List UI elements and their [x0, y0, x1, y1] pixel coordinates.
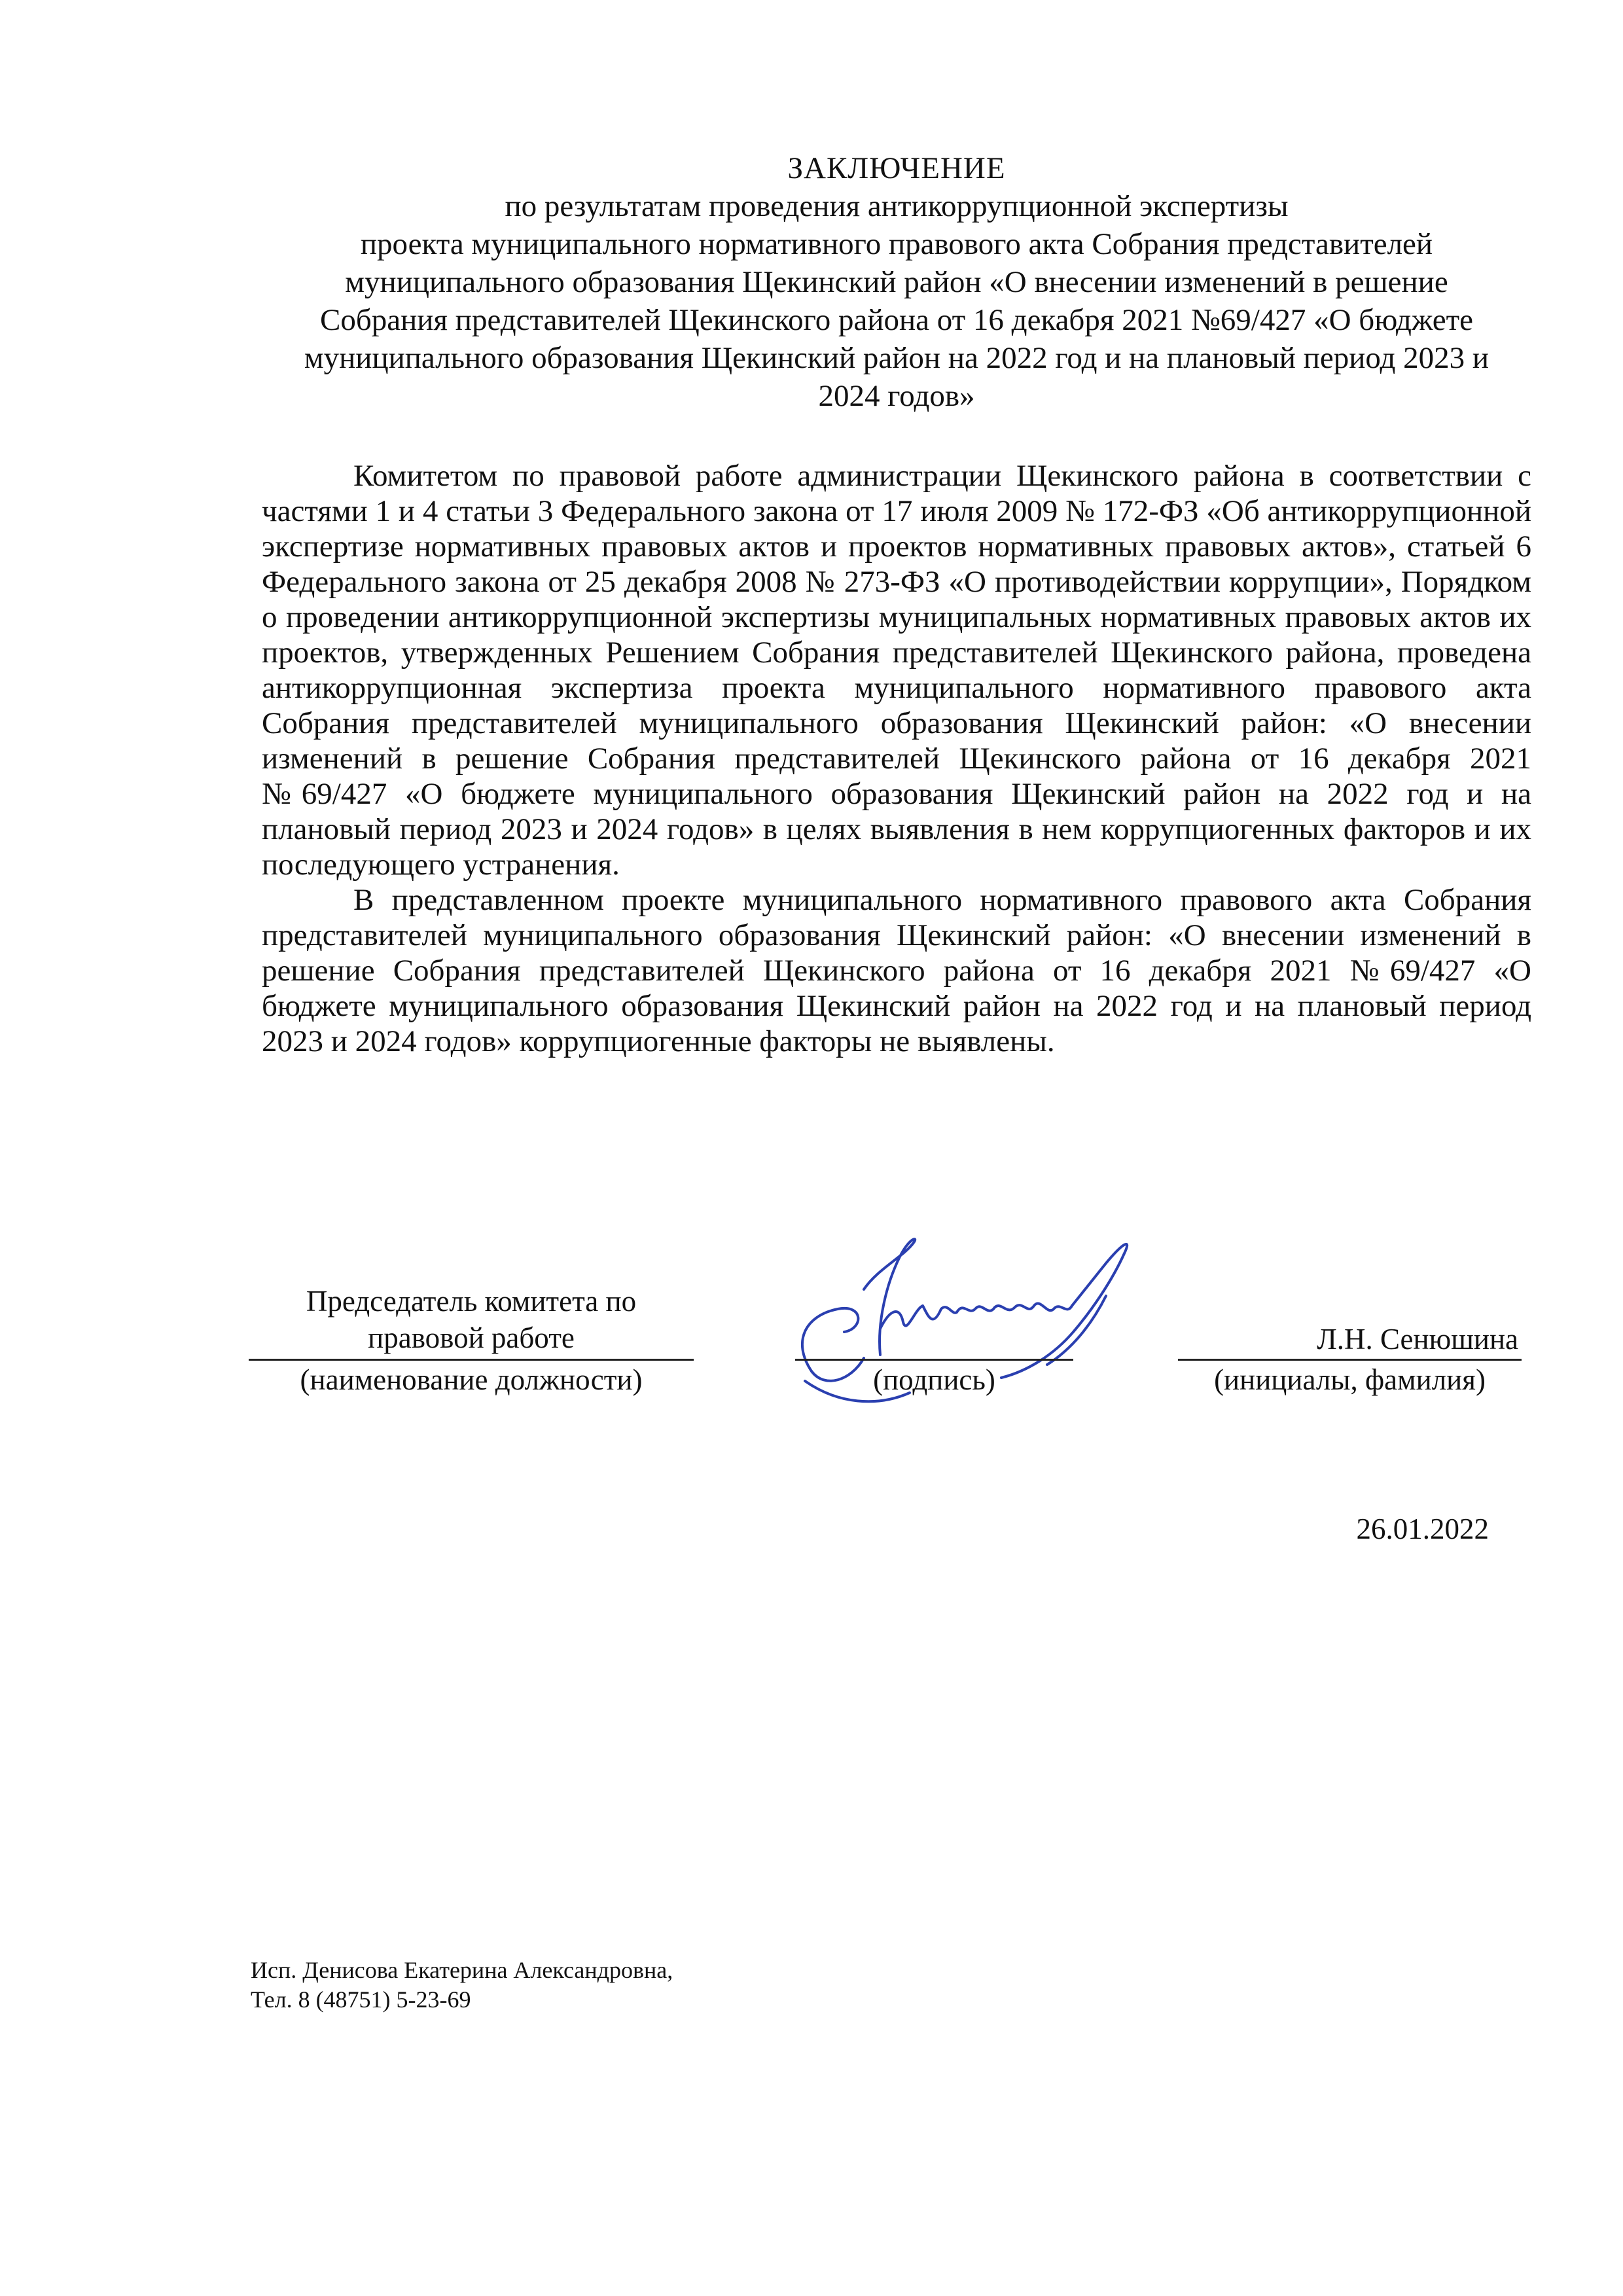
title-line-4: Собрания представителей Щекинского района от 16 декабря 2021 №69/427 «О бюджете — [320, 303, 1473, 337]
title-line-6: 2024 годов» — [818, 379, 975, 413]
executor-phone: Тел. 8 (48751) 5-23-69 — [251, 1986, 471, 2013]
position-title — [249, 1283, 694, 1356]
signer-name: Л.Н. Сенюшина — [1317, 1323, 1518, 1355]
title-line-3: муниципального образования Щекинский район «О внесении изменений в решение — [345, 265, 1448, 299]
title-line-5: муниципального образования Щекинский район на 2022 год и на плановый период 2023 и — [304, 341, 1489, 375]
position-title-line-1: Председатель комитета по — [306, 1285, 637, 1318]
executor-name: Исп. Денисова Екатерина Александровна, — [251, 1957, 673, 1983]
document-title — [259, 149, 1535, 415]
signature-caption: (подпись) — [873, 1363, 995, 1396]
name-underline — [1178, 1359, 1522, 1361]
signature-block — [0, 1283, 1623, 1453]
signature-underline — [795, 1359, 1073, 1361]
executor-info — [251, 1956, 1036, 2015]
title-line-1: по результатам проведения антикоррупционной экспертизы — [505, 189, 1289, 223]
body-paragraph-1: Комитетом по правовой работе администрации Щекинского района в соответствии с частями 1 и 4 статьи 3 Федерального закона от 17 июля 2009 № 172-ФЗ «Об антикоррупционной экспертизе нормативных правовых актов и проектов нормативных правовых актов», статьей 6 Федерального закона от 25 декабря 2008 № 273-ФЗ «О противодействии коррупции», Порядком о проведении антикоррупционной экспертизы муниципальных нормативных правовых актов их проектов, утвержденных Решением Собрания представителей Щекинского района, проведена антикоррупционная экспертиза проекта муниципального нормативного правового акта Собрания представителей муниципального образования Щекинский район: «О внесении изменений в решение Собрания представителей Щекинского района от 16 декабря 2021 №69/427 «О бюджете муниципального образования Щекинский район на 2022 год и на плановый период 2023 и 2024 годов» в целях выявления в нем коррупциогенных факторов и их последующего устранения. — [262, 459, 1531, 882]
body-paragraph-2: В представленном проекте муниципального нормативного правового акта Собрания представителей муниципального образования Щекинский район: «О внесении изменений в решение Собрания представителей Щекинского района от 16 декабря 2021 №69/427 «О бюджете муниципального образования Щекинский район на 2022 год и на плановый период 2023 и 2024 годов» коррупциогенные факторы не выявлены. — [262, 883, 1531, 1058]
position-caption: (наименование должности) — [300, 1363, 643, 1396]
position-title-line-2: правовой работе — [368, 1321, 575, 1354]
document-date: 26.01.2022 — [1356, 1513, 1489, 1545]
position-underline — [249, 1359, 694, 1361]
title-line-2: проекта муниципального нормативного правового акта Собрания представителей — [360, 227, 1433, 261]
document-body — [262, 458, 1531, 1059]
name-caption: (инициалы, фамилия) — [1214, 1363, 1486, 1396]
title-heading: ЗАКЛЮЧЕНИЕ — [787, 151, 1006, 185]
